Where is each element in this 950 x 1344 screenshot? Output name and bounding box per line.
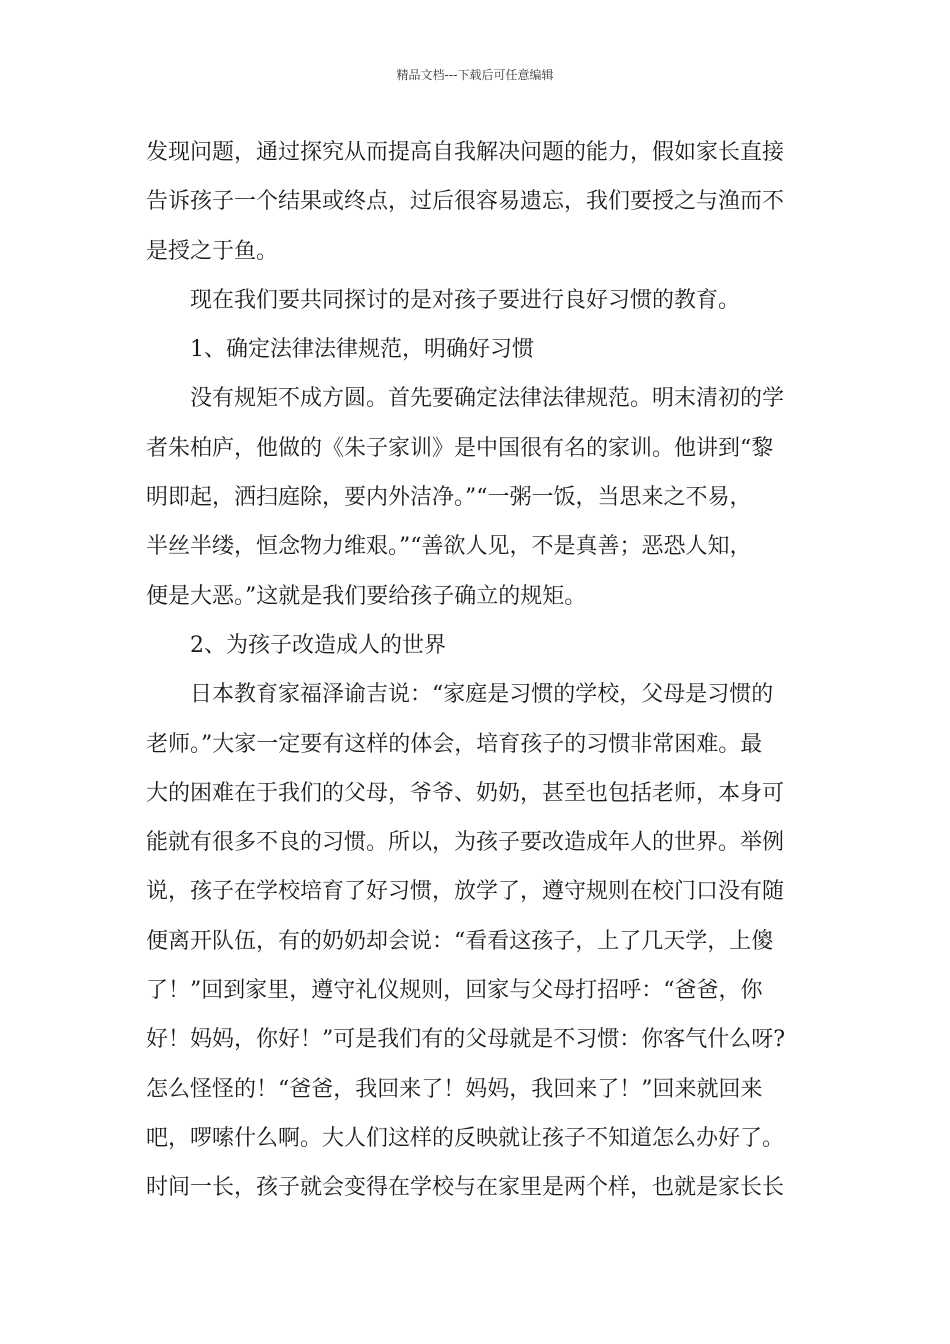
- text-line: 了！”回到家里，遵守礼仪规则，回家与父母打招呼：“爸爸，你: [146, 978, 763, 1004]
- text-line: 能就有很多不良的习惯。所以，为孩子要改造成年人的世界。举例: [146, 830, 785, 856]
- text-line: 日本教育家福泽谕吉说：“家庭是习惯的学校，父母是习惯的: [146, 682, 774, 708]
- text-line: 时间一长，孩子就会变得在学校与在家里是两个样，也就是家长长: [146, 1175, 785, 1201]
- text-line: 好！妈妈，你好！”可是我们有的父母就是不习惯：你客气什么呀?: [146, 1027, 786, 1053]
- text-line: 者朱柏庐，他做的《朱子家训》是中国很有名的家训。他讲到“黎: [146, 435, 774, 461]
- text-line: 便离开队伍，有的奶奶却会说：“看看这孩子，上了几天学，上傻: [146, 928, 774, 954]
- page-header: 精品文档---下载后可任意编辑: [396, 68, 554, 82]
- text-line: 发现问题，通过探究从而提高自我解决问题的能力，假如家长直接: [146, 140, 785, 165]
- text-line: 大的困难在于我们的父母，爷爷、奶奶，甚至也包括老师，本身可: [146, 780, 785, 806]
- text-line: 说，孩子在学校培育了好习惯，放学了，遵守规则在校门口没有随: [146, 879, 785, 905]
- text-line: 吧，啰嗦什么啊。大人们这样的反映就让孩子不知道怎么办好了。: [146, 1125, 785, 1151]
- text-line: 便是大恶。”这就是我们要给孩子确立的规矩。: [146, 583, 587, 609]
- text-line: 没有规矩不成方圆。首先要确定法律法律规范。明末清初的学: [146, 386, 785, 412]
- text-line: 老师。”大家一定要有这样的体会，培育孩子的习惯非常困难。最: [146, 731, 763, 757]
- body-text: [146, 128, 810, 1213]
- text-line: 是授之于鱼。: [146, 238, 279, 264]
- text-line: 告诉孩子一个结果或终点，过后很容易遗忘，我们要授之与渔而不: [146, 189, 785, 215]
- text-line: 1、确定法律法律规范，明确好习惯: [146, 337, 534, 363]
- text-line: 明即起，洒扫庭除，要内外洁净。”“一粥一饭，当思来之不易，: [146, 485, 752, 511]
- text-line: 半丝半缕，恒念物力维艰。”“善欲人见，不是真善；恶恐人知，: [146, 534, 752, 560]
- text-line: 现在我们要共同探讨的是对孩子要进行良好习惯的教育。: [146, 287, 741, 313]
- text-line: 2、为孩子改造成人的世界: [146, 632, 446, 658]
- text-line: 怎么怪怪的！“爸爸，我回来了！妈妈，我回来了！”回来就回来: [146, 1076, 763, 1102]
